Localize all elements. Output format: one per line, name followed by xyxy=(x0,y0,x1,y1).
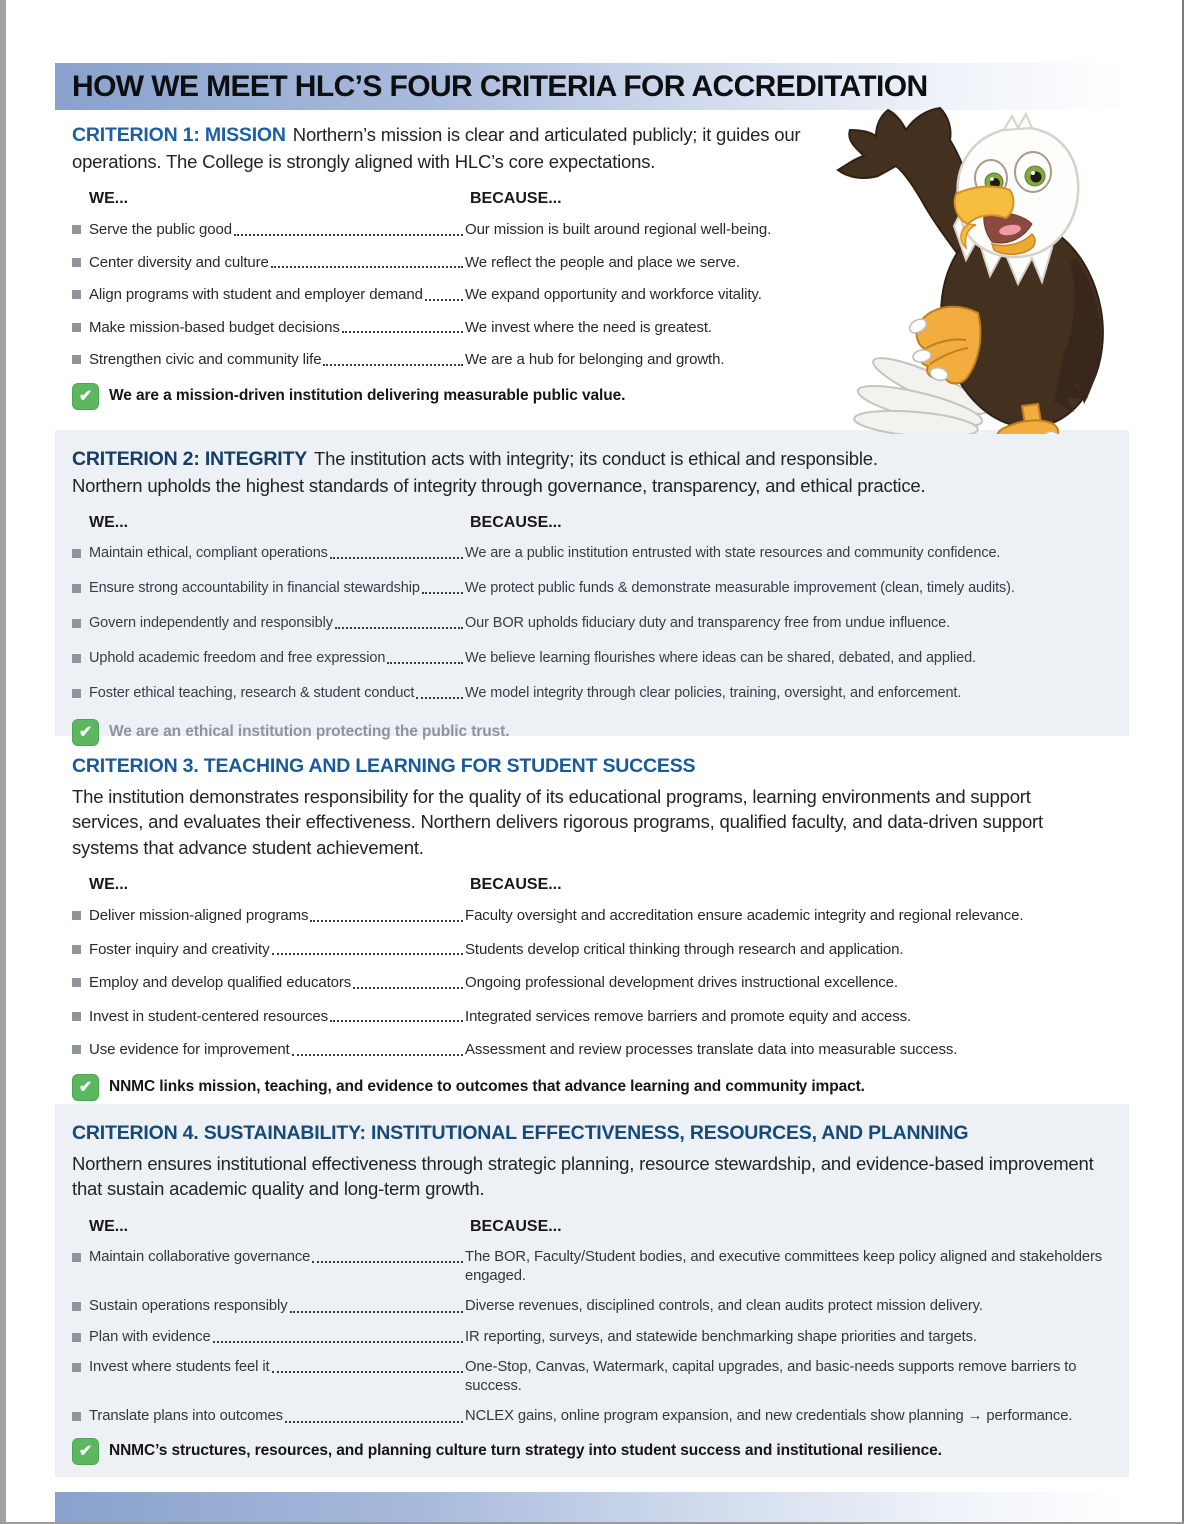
we-cell xyxy=(72,1040,465,1060)
we-cell xyxy=(72,350,465,370)
criteria-row xyxy=(72,940,1109,960)
square-bullet-icon xyxy=(72,689,81,698)
criterion-heading: CRITERION 2: INTEGRITY xyxy=(72,448,308,470)
we-column-header: WE... xyxy=(89,876,129,894)
we-item-label: Govern independently and responsibly xyxy=(89,615,333,632)
dot-leader xyxy=(422,592,463,594)
dot-leader xyxy=(312,1261,463,1263)
criteria-row xyxy=(72,1328,1109,1347)
criteria-rows xyxy=(72,906,1109,1060)
criterion-heading: CRITERION 4. SUSTAINABILITY: INSTITUTIONAL EFFECTIVENESS, RESOURCES, AND PLANNING xyxy=(72,1122,969,1144)
we-cell xyxy=(72,285,465,305)
we-cell xyxy=(72,318,465,338)
dot-leader xyxy=(425,299,463,301)
because-item-text: Faculty oversight and accreditation ensure academic integrity and regional relevance. xyxy=(465,907,1024,925)
criterion-heading: CRITERION 3. TEACHING AND LEARNING FOR STUDENT SUCCESS xyxy=(72,755,696,777)
dot-leader xyxy=(342,331,463,333)
page-title: HOW WE MEET HLC’S FOUR CRITERIA FOR ACCREDITATION xyxy=(72,69,928,103)
criteria-row xyxy=(72,649,1109,668)
we-cell xyxy=(72,1248,465,1267)
criteria-row xyxy=(72,579,1109,598)
square-bullet-icon xyxy=(72,1253,81,1262)
we-item-label: Employ and develop qualified educators xyxy=(89,974,352,992)
criteria-row xyxy=(72,1040,1109,1060)
square-bullet-icon xyxy=(72,290,81,299)
we-column-header: WE... xyxy=(89,1217,129,1235)
criteria-row xyxy=(72,1297,1109,1316)
because-item-text: One-Stop, Canvas, Watermark, capital upgrades, and basic-needs supports remove barriers to success. xyxy=(465,1358,1077,1395)
we-item-label: Center diversity and culture xyxy=(89,253,269,271)
because-item-text: We believe learning flourishes where ideas can be shared, debated, and applied. xyxy=(465,649,976,666)
dot-leader xyxy=(323,364,463,366)
because-item-text: Students develop critical thinking through research and application. xyxy=(465,940,904,958)
eagle-mascot-graphic xyxy=(826,98,1126,434)
we-item-label: Deliver mission-aligned programs xyxy=(89,907,309,925)
we-item-label: Invest in student-centered resources xyxy=(89,1007,329,1025)
dot-leader xyxy=(272,1371,463,1373)
we-cell xyxy=(72,1358,465,1377)
columns-header xyxy=(72,876,1109,894)
we-item-label: Sustain operations responsibly xyxy=(89,1298,288,1315)
because-column-header: BECAUSE... xyxy=(470,190,562,208)
dot-leader xyxy=(234,234,463,236)
dot-leader xyxy=(310,920,463,922)
takeaway xyxy=(72,719,1109,746)
we-cell xyxy=(72,1297,465,1316)
because-item-text: Our BOR upholds fiduciary duty and transparency free from undue influence. xyxy=(465,615,951,632)
we-item-label: Foster inquiry and creativity xyxy=(89,940,270,958)
criterion-heading: CRITERION 1: MISSION xyxy=(72,124,286,146)
square-bullet-icon xyxy=(72,978,81,987)
we-cell xyxy=(72,1007,465,1027)
we-item-label: Uphold academic freedom and free expression xyxy=(89,649,386,666)
we-cell xyxy=(72,940,465,960)
we-cell xyxy=(72,614,465,633)
square-bullet-icon xyxy=(72,1045,81,1054)
square-bullet-icon xyxy=(72,1333,81,1342)
page-edge-left xyxy=(0,0,6,1524)
we-cell xyxy=(72,253,465,273)
we-item-label: Maintain ethical, compliant operations xyxy=(89,545,328,562)
columns-header xyxy=(72,1218,1109,1236)
takeaway xyxy=(72,1438,1109,1465)
check-icon: ✔ xyxy=(72,1438,99,1465)
square-bullet-icon xyxy=(72,323,81,332)
we-cell xyxy=(72,684,465,703)
we-item-label: Foster ethical teaching, research & student conduct xyxy=(89,684,415,701)
takeaway-text: We are a mission-driven institution delivering measurable public value. xyxy=(109,387,626,405)
check-icon: ✔ xyxy=(72,1074,99,1101)
check-icon: ✔ xyxy=(72,719,99,746)
because-item-text: Ongoing professional development drives instructional excellence. xyxy=(465,974,898,992)
because-item-text: We model integrity through clear policies, training, oversight, and enforcement. xyxy=(465,684,962,701)
dot-leader xyxy=(330,557,463,559)
square-bullet-icon xyxy=(72,355,81,364)
square-bullet-icon xyxy=(72,1012,81,1021)
criteria-row xyxy=(72,973,1109,993)
because-item-text: We reflect the people and place we serve. xyxy=(465,253,740,271)
criteria-row xyxy=(72,1358,1109,1396)
criteria-row xyxy=(72,614,1109,633)
check-icon: ✔ xyxy=(72,383,99,410)
criteria-row xyxy=(72,684,1109,703)
square-bullet-icon xyxy=(72,258,81,267)
footer-bar xyxy=(55,1492,1129,1522)
criteria-row xyxy=(72,1248,1109,1286)
because-column-header: BECAUSE... xyxy=(470,1217,562,1235)
we-item-label: Maintain collaborative governance xyxy=(89,1248,311,1265)
criterion-intro: CRITERION 2: INTEGRITY The institution acts with integrity; its conduct is ethical and responsible. Northern upholds the highest standards of integrity through governance, transparency, and ethical practice. xyxy=(72,448,926,496)
we-cell xyxy=(72,1407,465,1426)
because-item-text: The BOR, Faculty/Student bodies, and executive committees keep policy aligned and stakeholders engaged. xyxy=(465,1248,1103,1285)
criterion-4-section xyxy=(55,1104,1129,1477)
we-column-header: WE... xyxy=(89,190,129,208)
takeaway xyxy=(72,1074,1109,1101)
takeaway-text: NNMC’s structures, resources, and planning culture turn strategy into student success and institutional resilience. xyxy=(109,1442,942,1460)
we-cell xyxy=(72,649,465,668)
we-item-label: Align programs with student and employer demand xyxy=(89,286,423,304)
we-cell xyxy=(72,544,465,563)
dot-leader xyxy=(292,1054,463,1056)
because-item-text: We expand opportunity and workforce vitality. xyxy=(465,286,762,304)
square-bullet-icon xyxy=(72,619,81,628)
we-item-label: Serve the public good xyxy=(89,221,233,239)
criterion-intro: CRITERION 3. TEACHING AND LEARNING FOR STUDENT SUCCESS The institution demonstrates responsibility for the quality of its educational programs, learning environments and support services, and evaluates their effectiveness. Northern delivers rigorous programs, qualified faculty, and data-driven support systems that advance student achievement. xyxy=(72,753,1087,860)
criteria-rows xyxy=(72,1248,1109,1427)
we-item-label: Strengthen civic and community life xyxy=(89,351,322,369)
we-column-header: WE... xyxy=(89,514,129,532)
because-item-text: Integrated services remove barriers and promote equity and access. xyxy=(465,1007,912,1025)
we-item-label: Translate plans into outcomes xyxy=(89,1408,283,1425)
we-item-label: Plan with evidence xyxy=(89,1328,211,1345)
takeaway-text: We are an ethical institution protecting the public trust. xyxy=(109,723,510,741)
dot-leader xyxy=(416,697,463,699)
criteria-row xyxy=(72,544,1109,563)
because-item-text: IR reporting, surveys, and statewide benchmarking shape priorities and targets. xyxy=(465,1328,977,1345)
dot-leader xyxy=(330,1020,463,1022)
dot-leader xyxy=(271,266,463,268)
because-item-text: We protect public funds & demonstrate measurable improvement (clean, timely audits). xyxy=(465,580,1015,597)
we-cell xyxy=(72,579,465,598)
criterion-2-section xyxy=(55,430,1129,742)
criteria-row xyxy=(72,906,1109,926)
we-cell xyxy=(72,906,465,926)
takeaway-text: NNMC links mission, teaching, and evidence to outcomes that advance learning and community impact. xyxy=(109,1078,865,1096)
we-item-label: Ensure strong accountability in financial stewardship xyxy=(89,580,420,597)
criteria-row xyxy=(72,1007,1109,1027)
dot-leader xyxy=(213,1341,463,1343)
because-column-header: BECAUSE... xyxy=(470,514,562,532)
eagle-mascot xyxy=(826,98,1126,434)
criterion-3-section xyxy=(55,753,1129,1101)
we-item-label: Use evidence for improvement xyxy=(89,1041,290,1059)
square-bullet-icon xyxy=(72,1412,81,1421)
criteria-rows xyxy=(72,544,1109,702)
we-cell xyxy=(72,1328,465,1347)
because-item-text: Diverse revenues, disciplined controls, and clean audits protect mission delivery. xyxy=(465,1298,983,1315)
because-item-text: NCLEX gains, online program expansion, and new credentials show planning → performance. xyxy=(465,1408,1073,1425)
square-bullet-icon xyxy=(72,911,81,920)
because-item-text: We are a hub for belonging and growth. xyxy=(465,351,725,369)
square-bullet-icon xyxy=(72,945,81,954)
dot-leader xyxy=(290,1311,463,1313)
dot-leader xyxy=(353,987,463,989)
because-column-header: BECAUSE... xyxy=(470,876,562,894)
square-bullet-icon xyxy=(72,225,81,234)
criteria-row xyxy=(72,1407,1109,1426)
dot-leader xyxy=(285,1421,463,1423)
square-bullet-icon xyxy=(72,584,81,593)
because-item-text: We invest where the need is greatest. xyxy=(465,318,712,336)
we-item-label: Invest where students feel it xyxy=(89,1358,270,1375)
we-cell xyxy=(72,973,465,993)
criterion-intro: CRITERION 4. SUSTAINABILITY: INSTITUTIONAL EFFECTIVENESS, RESOURCES, AND PLANNING Northern ensures institutional effectiveness through strategic planning, resource stewardship, and evidence-based improvement that sustain academic quality and long-term growth. xyxy=(72,1120,1107,1202)
dot-leader xyxy=(272,953,463,955)
we-cell xyxy=(72,220,465,240)
square-bullet-icon xyxy=(72,1302,81,1311)
because-item-text: We are a public institution entrusted with state resources and community confidence. xyxy=(465,545,1001,562)
dot-leader xyxy=(335,627,463,629)
because-item-text: Assessment and review processes translate data into measurable success. xyxy=(465,1041,958,1059)
square-bullet-icon xyxy=(72,549,81,558)
criterion-intro: CRITERION 1: MISSION Northern’s mission is clear and articulated publicly; it guides our operations. The College is strongly aligned with HLC’s core expectations. xyxy=(72,124,801,172)
columns-header xyxy=(72,514,1109,532)
we-item-label: Make mission-based budget decisions xyxy=(89,318,340,336)
square-bullet-icon xyxy=(72,1363,81,1372)
square-bullet-icon xyxy=(72,654,81,663)
dot-leader xyxy=(387,662,463,664)
because-item-text: Our mission is built around regional well-being. xyxy=(465,221,772,239)
